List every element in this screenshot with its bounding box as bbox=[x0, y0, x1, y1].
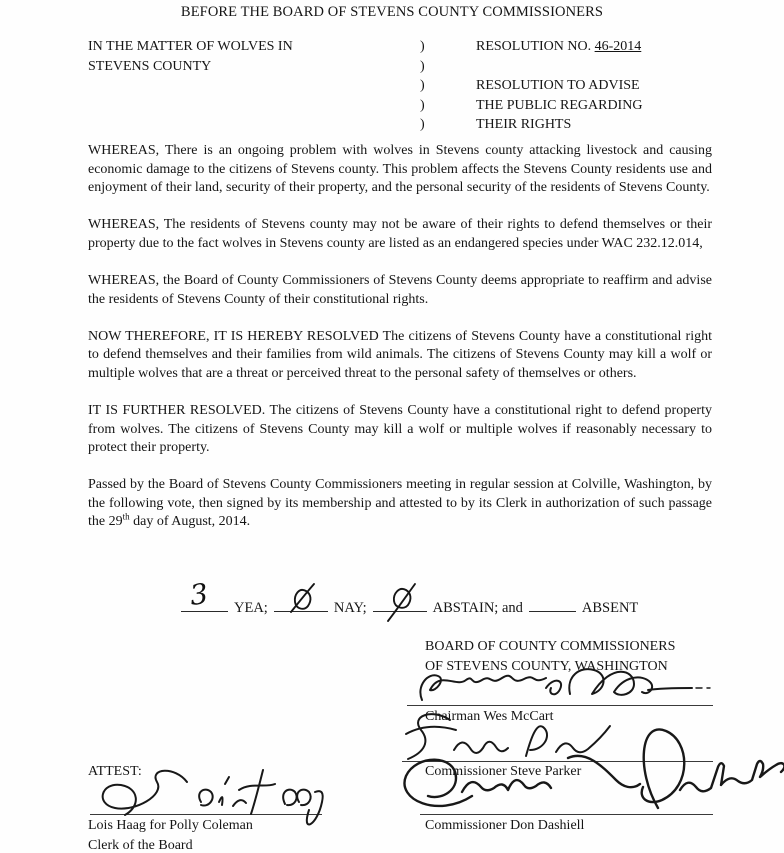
whereas-paragraph-2: WHEREAS, The residents of Stevens county may not be aware of their rights to defend themselves or their property due to the fact wolves in Stevens county are listed as an endangered species under WAC 232.12.014, bbox=[88, 217, 712, 251]
paren-glyph: ) bbox=[420, 117, 425, 133]
passed-text-end: day of August, 2014. bbox=[129, 514, 251, 530]
clerk-name-label: Lois Haag for Polly Coleman bbox=[88, 818, 253, 833]
nay-blank bbox=[274, 594, 328, 612]
resolved-paragraph-1: NOW THEREFORE, IT IS HEREBY RESOLVED The citizens of Stevens County have a constitutional right to defend themselves and their families from wild animals. The citizens of Stevens County may kill a wolf or multiple wolves that are a threat or perceived threat to the personal safety of themselves or others. bbox=[88, 328, 712, 381]
clerk-title-label: Clerk of the Board bbox=[88, 838, 193, 853]
chairman-name-label: Chairman Wes McCart bbox=[425, 709, 554, 724]
handwritten-yea-count: 3 bbox=[188, 577, 210, 612]
dashiell-name-label: Commissioner Don Dashiell bbox=[425, 818, 585, 833]
board-heading-line-1: BOARD OF COUNTY COMMISSIONERS bbox=[425, 639, 676, 654]
passed-paragraph bbox=[88, 476, 712, 532]
matter-line-1: IN THE MATTER OF WOLVES IN bbox=[88, 39, 293, 54]
abstain-label: ABSTAIN; and bbox=[432, 600, 523, 616]
handwritten-nay-zero-mark bbox=[287, 583, 317, 615]
resolution-body bbox=[88, 142, 712, 551]
don-dashiell-signature bbox=[390, 698, 782, 820]
resolved-paragraph-2: IT IS FURTHER RESOLVED. The citizens of Stevens County have a constitutional right to defend property from wolves. The citizens of Stevens County may kill a wolf or multiple wolves if reasonably necessary to protect their property. bbox=[88, 402, 712, 456]
abstain-blank bbox=[373, 594, 427, 612]
whereas-paragraph-3: WHEREAS, the Board of County Commissioners of Stevens County deems appropriate to reaffirm and advise the residents of Stevens County of their constitutional rights. bbox=[88, 272, 712, 307]
resolution-subtitle-1: RESOLUTION TO ADVISE bbox=[476, 78, 640, 94]
document-title: BEFORE THE BOARD OF STEVENS COUNTY COMMISSIONERS bbox=[180, 4, 604, 20]
caption-block bbox=[88, 37, 712, 135]
paren-glyph: ) bbox=[420, 97, 425, 113]
matter-line-2: STEVENS COUNTY bbox=[88, 58, 212, 74]
absent-blank bbox=[529, 594, 576, 612]
paren-glyph: ) bbox=[420, 58, 425, 74]
nay-label: NAY; bbox=[333, 600, 367, 616]
caption-resolution bbox=[476, 37, 712, 135]
whereas-paragraph-1: WHEREAS, There is an ongoing problem with wolves in Stevens county attacking livestock and causing economic damage to the citizens of Stevens county. This problem affects the Stevens County residents use and enjoyment of their land, security of their property, and the personal security of the residents of Stevens County. bbox=[88, 143, 712, 196]
parker-name-label: Commissioner Steve Parker bbox=[425, 764, 582, 779]
handwritten-abstain-zero-mark bbox=[386, 583, 418, 623]
resolution-subtitle-2: THE PUBLIC REGARDING bbox=[476, 97, 643, 113]
caption-parens bbox=[420, 37, 476, 135]
caption-matter bbox=[88, 37, 420, 135]
yea-blank bbox=[181, 577, 228, 612]
paren-glyph: ) bbox=[420, 78, 425, 94]
yea-label: YEA; bbox=[234, 600, 268, 616]
resolution-subtitle-3: THEIR RIGHTS bbox=[476, 117, 572, 133]
absent-label: ABSENT bbox=[581, 600, 639, 616]
ordinal-superscript: th bbox=[122, 511, 130, 522]
paren-glyph: ) bbox=[420, 39, 425, 54]
board-heading-line-2: OF STEVENS COUNTY, WASHINGTON bbox=[425, 658, 668, 674]
resolution-number-line bbox=[476, 37, 712, 57]
vote-tally-line bbox=[181, 577, 639, 617]
passed-text: Passed by the Board of Stevens County Commissioners meeting in regular session at Colville, Washington, by the following vote, then signed by its membership and attested to by its Clerk in authorization of such passage the 29 bbox=[88, 477, 712, 530]
attest-label: ATTEST: bbox=[88, 764, 142, 779]
resolution-number: 46-2014 bbox=[594, 39, 642, 54]
resolution-label: RESOLUTION NO. bbox=[476, 39, 592, 54]
